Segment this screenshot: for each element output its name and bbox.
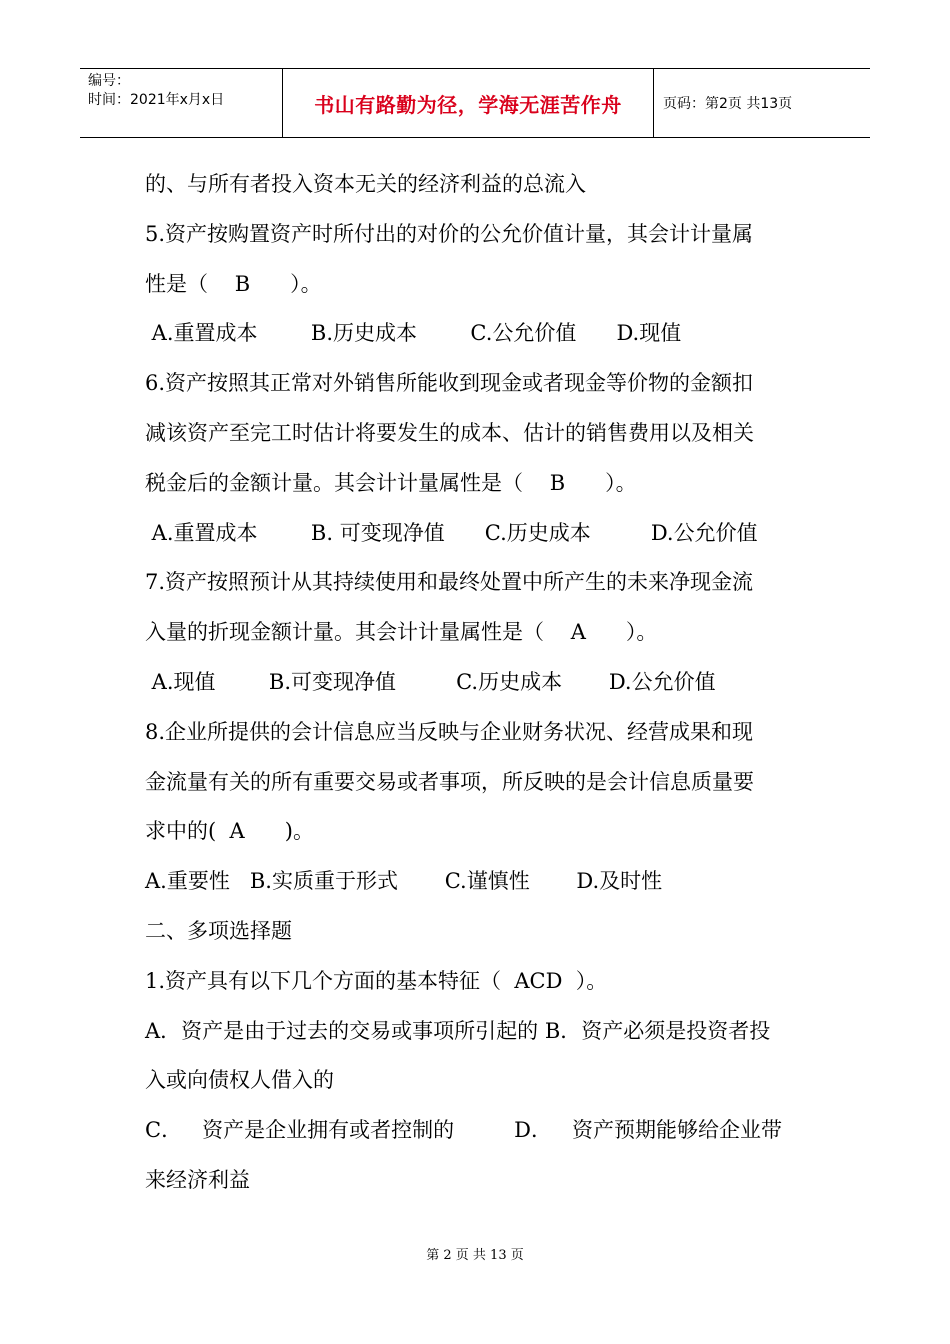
multi-question-1-options: C． 资产是企业拥有或者控制的 D． 资产预期能够给企业带	[145, 1118, 783, 1143]
header-motto: 书山有路勤为径，学海无涯苦作舟	[282, 69, 654, 137]
question-7-options: A.现值 B.可变现净值 C.历史成本 D.公允价值	[145, 669, 716, 694]
question-6-answer: 税金后的金额计量。其会计计量属性是（ B ）。	[145, 470, 637, 495]
question-6-text: 6.资产按照其正常对外销售所能收到现金或者现金等价物的金额扣	[145, 371, 754, 396]
document-number-label: 编号：	[88, 73, 130, 89]
question-5-text: 5.资产按购置资产时所付出的对价的公允价值计量，其会计计量属	[145, 221, 754, 246]
page-header	[80, 68, 870, 138]
question-6-text: 减该资产至完工时估计将要发生的成本、估计的销售费用以及相关	[145, 420, 754, 445]
multi-question-1-options: 入或向债权人借入的	[145, 1068, 334, 1093]
document-body	[145, 160, 825, 1206]
page-footer: 第 2 页 共 13 页	[426, 1248, 524, 1263]
question-8-answer: 求中的( A )。	[145, 819, 314, 844]
text-line: 的、与所有者投入资本无关的经济利益的总流入	[145, 172, 586, 196]
header-page-info: 页码：第2页 共13页	[663, 96, 793, 112]
question-5-answer: 性是（ B ）。	[145, 271, 322, 296]
section-heading: 二、多项选择题	[145, 918, 292, 943]
question-7-answer: 入量的折现金额计量。其会计计量属性是（ A ）。	[145, 620, 658, 645]
question-5-options: A.重置成本 B.历史成本 C.公允价值 D.现值	[145, 321, 682, 346]
multi-question-1-text: 1.资产具有以下几个方面的基本特征（ ACD ）。	[145, 968, 608, 993]
multi-question-1-options: A．资产是由于过去的交易或事项所引起的 B．资产必须是投资者投	[145, 1018, 771, 1043]
multi-question-1-options: 来经济利益	[145, 1167, 250, 1192]
question-6-options: A.重置成本 B. 可变现净值 C.历史成本 D.公允价值	[145, 520, 758, 545]
question-8-text: 8.企业所提供的会计信息应当反映与企业财务状况、经营成果和现	[145, 719, 754, 744]
document-time-label: 时间：2021年x月x日	[88, 92, 225, 108]
question-8-options: A.重要性 B.实质重于形式 C.谨慎性 D.及时性	[145, 869, 663, 894]
question-7-text: 7.资产按照预计从其持续使用和最终处置中所产生的未来净现金流	[145, 570, 754, 595]
header-meta	[80, 69, 282, 137]
question-8-text: 金流量有关的所有重要交易或者事项，所反映的是会计信息质量要	[145, 769, 754, 794]
